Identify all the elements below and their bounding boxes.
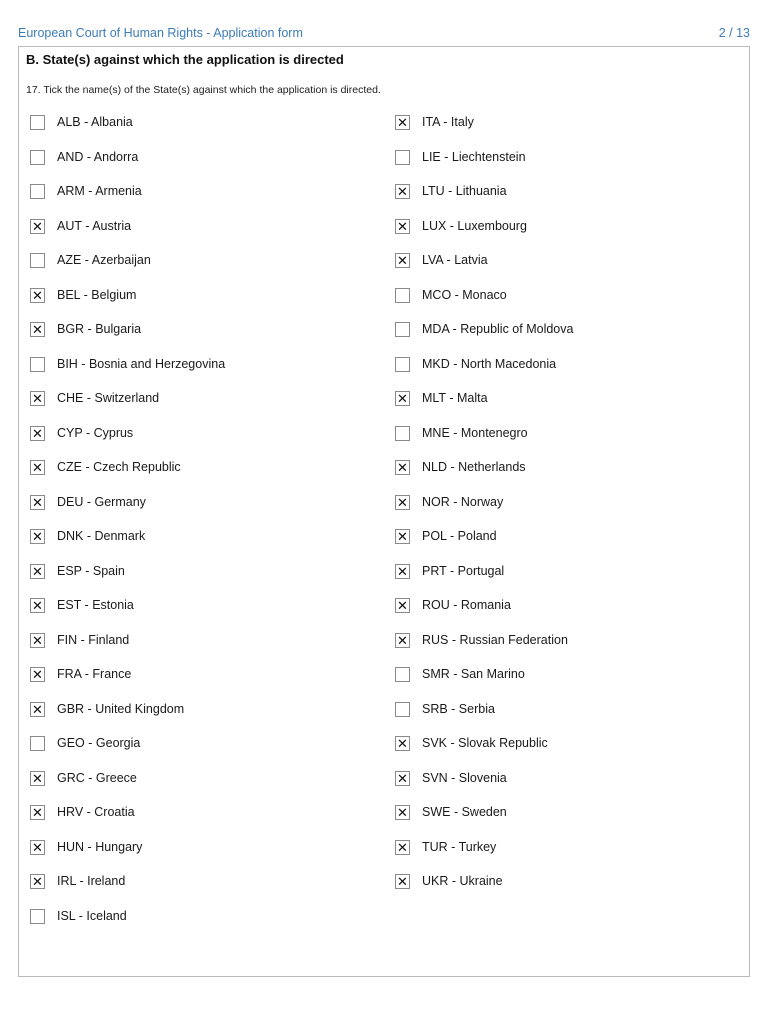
checkmark-x-icon: ✕: [397, 770, 408, 786]
state-label: AZE - Azerbaijan: [57, 253, 151, 267]
state-checkbox[interactable]: [30, 288, 45, 303]
state-checkbox[interactable]: [30, 529, 45, 544]
state-checkbox[interactable]: [395, 288, 410, 303]
checkmark-x-icon: ✕: [32, 667, 43, 682]
checkmark-x-icon: ✕: [32, 322, 43, 337]
checkmark-x-icon: ✕: [397, 598, 408, 613]
checkmark-x-icon: ✕: [32, 563, 43, 579]
state-label: AND - Andorra: [57, 149, 139, 164]
state-label: MDA - Republic of Moldova: [422, 322, 574, 336]
checkmark-x-icon: ✕: [32, 218, 43, 234]
checkmark-x-icon: ✕: [397, 494, 408, 510]
state-checkbox[interactable]: [30, 460, 45, 475]
checkmark-x-icon: ✕: [397, 460, 408, 475]
state-checkbox[interactable]: [30, 150, 45, 165]
state-label: DNK - Denmark: [57, 529, 146, 543]
state-checkbox[interactable]: [30, 598, 45, 613]
state-label: ITA - Italy: [422, 115, 474, 129]
state-label: ARM - Armenia: [57, 184, 142, 198]
checkmark-x-icon: ✕: [32, 632, 43, 648]
state-label: BEL - Belgium: [57, 287, 137, 302]
state-checkbox[interactable]: [395, 771, 410, 786]
state-label: FIN - Finland: [57, 632, 130, 647]
state-label: LUX - Luxembourg: [422, 218, 527, 233]
state-label: LIE - Liechtenstein: [422, 149, 526, 164]
state-checkbox[interactable]: [30, 702, 45, 717]
checkmark-x-icon: ✕: [32, 805, 43, 820]
state-label: IRL - Ireland: [57, 874, 126, 888]
state-label: MCO - Monaco: [422, 287, 507, 302]
checkmark-x-icon: ✕: [397, 529, 408, 544]
state-label: MKD - North Macedonia: [422, 356, 557, 371]
state-label: DEU - Germany: [57, 494, 146, 509]
checkmark-x-icon: ✕: [32, 460, 43, 475]
state-label: SWE - Sweden: [422, 805, 507, 819]
state-label: FRA - France: [57, 667, 132, 681]
checkmark-x-icon: ✕: [32, 425, 43, 441]
checkmark-x-icon: ✕: [397, 218, 408, 234]
state-label: CZE - Czech Republic: [57, 460, 181, 474]
state-label: TUR - Turkey: [422, 839, 497, 854]
state-checkbox[interactable]: [30, 322, 45, 337]
checkmark-x-icon: ✕: [397, 391, 408, 406]
checkmark-x-icon: ✕: [397, 839, 408, 855]
checkmark-x-icon: ✕: [32, 839, 43, 855]
state-checkbox[interactable]: [30, 667, 45, 682]
checkmark-x-icon: ✕: [397, 115, 408, 130]
state-checkbox[interactable]: [30, 391, 45, 406]
state-checkbox[interactable]: [30, 253, 45, 268]
state-checkbox[interactable]: [395, 150, 410, 165]
state-checkbox[interactable]: [395, 564, 410, 579]
state-checkbox[interactable]: [30, 874, 45, 889]
state-checkbox[interactable]: [30, 840, 45, 855]
state-checkbox[interactable]: [395, 460, 410, 475]
state-label: LVA - Latvia: [422, 253, 488, 267]
checkmark-x-icon: ✕: [397, 805, 408, 820]
state-checkbox[interactable]: [30, 909, 45, 924]
state-label: POL - Poland: [422, 529, 497, 543]
state-label: NOR - Norway: [422, 494, 504, 509]
state-checkbox[interactable]: [395, 322, 410, 337]
page-header: [18, 26, 752, 42]
state-label: ALB - Albania: [57, 115, 133, 129]
state-label: RUS - Russian Federation: [422, 632, 568, 647]
checkmark-x-icon: ✕: [397, 184, 408, 199]
state-checkbox[interactable]: [395, 219, 410, 234]
state-label: LTU - Lithuania: [422, 184, 507, 198]
state-label: HUN - Hungary: [57, 839, 143, 854]
checkmark-x-icon: ✕: [32, 494, 43, 510]
section-title: B. State(s) against which the application is directed: [26, 52, 344, 67]
checkmark-x-icon: ✕: [32, 529, 43, 544]
checkmark-x-icon: ✕: [32, 874, 43, 889]
state-label: SVN - Slovenia: [422, 770, 507, 785]
state-checkbox[interactable]: [395, 529, 410, 544]
checkmark-x-icon: ✕: [32, 391, 43, 406]
state-checkbox[interactable]: [395, 874, 410, 889]
checkmark-x-icon: ✕: [32, 287, 43, 303]
checkmark-x-icon: ✕: [32, 701, 43, 717]
checkmark-x-icon: ✕: [397, 874, 408, 889]
state-label: ESP - Spain: [57, 563, 125, 578]
state-checkbox[interactable]: [395, 805, 410, 820]
state-label: SMR - San Marino: [422, 667, 525, 681]
state-checkbox[interactable]: [30, 184, 45, 199]
state-checkbox[interactable]: [30, 633, 45, 648]
state-checkbox[interactable]: [30, 564, 45, 579]
state-label: BIH - Bosnia and Herzegovina: [57, 356, 226, 371]
state-label: AUT - Austria: [57, 218, 132, 233]
state-label: ROU - Romania: [422, 598, 511, 612]
state-checkbox[interactable]: [395, 253, 410, 268]
state-label: MNE - Montenegro: [422, 425, 528, 440]
checkmark-x-icon: ✕: [32, 598, 43, 613]
state-checkbox[interactable]: [395, 391, 410, 406]
state-checkbox[interactable]: [395, 426, 410, 441]
checkmark-x-icon: ✕: [397, 736, 408, 751]
state-checkbox[interactable]: [30, 771, 45, 786]
state-label: BGR - Bulgaria: [57, 322, 142, 336]
state-checkbox[interactable]: [30, 115, 45, 130]
state-label: GBR - United Kingdom: [57, 701, 185, 716]
state-checkbox[interactable]: [395, 495, 410, 510]
state-checkbox[interactable]: [30, 219, 45, 234]
checkmark-x-icon: ✕: [397, 563, 408, 579]
checkmark-x-icon: ✕: [397, 253, 408, 268]
state-checkbox[interactable]: [30, 495, 45, 510]
state-label: EST - Estonia: [57, 598, 134, 612]
state-label: MLT - Malta: [422, 391, 488, 405]
form-title: European Court of Human Rights - Application form: [18, 26, 303, 40]
checkmark-x-icon: ✕: [397, 632, 408, 648]
state-label: NLD - Netherlands: [422, 460, 526, 474]
state-checkbox[interactable]: [395, 633, 410, 648]
state-checkbox[interactable]: [30, 357, 45, 372]
state-label: ISL - Iceland: [57, 908, 127, 923]
state-checkbox[interactable]: [395, 598, 410, 613]
state-checkbox[interactable]: [30, 736, 45, 751]
state-label: HRV - Croatia: [57, 805, 135, 819]
page-number: 2 / 13: [718, 26, 750, 40]
state-label: CHE - Switzerland: [57, 391, 160, 405]
state-label: CYP - Cyprus: [57, 425, 134, 440]
state-checkbox[interactable]: [30, 426, 45, 441]
state-checkbox[interactable]: [395, 115, 410, 130]
state-label: GEO - Georgia: [57, 736, 141, 750]
state-label: SVK - Slovak Republic: [422, 736, 548, 750]
state-label: GRC - Greece: [57, 770, 137, 785]
state-checkbox[interactable]: [395, 667, 410, 682]
checkmark-x-icon: ✕: [32, 770, 43, 786]
state-checkbox[interactable]: [395, 357, 410, 372]
state-checkbox[interactable]: [395, 736, 410, 751]
question-instruction: 17. Tick the name(s) of the State(s) against which the application is directed.: [26, 84, 381, 96]
state-label: UKR - Ukraine: [422, 874, 503, 888]
state-label: PRT - Portugal: [422, 563, 505, 578]
state-checkbox[interactable]: [395, 702, 410, 717]
state-checkbox[interactable]: [30, 805, 45, 820]
state-checkbox[interactable]: [395, 840, 410, 855]
state-checkbox[interactable]: [395, 184, 410, 199]
state-label: SRB - Serbia: [422, 701, 495, 716]
